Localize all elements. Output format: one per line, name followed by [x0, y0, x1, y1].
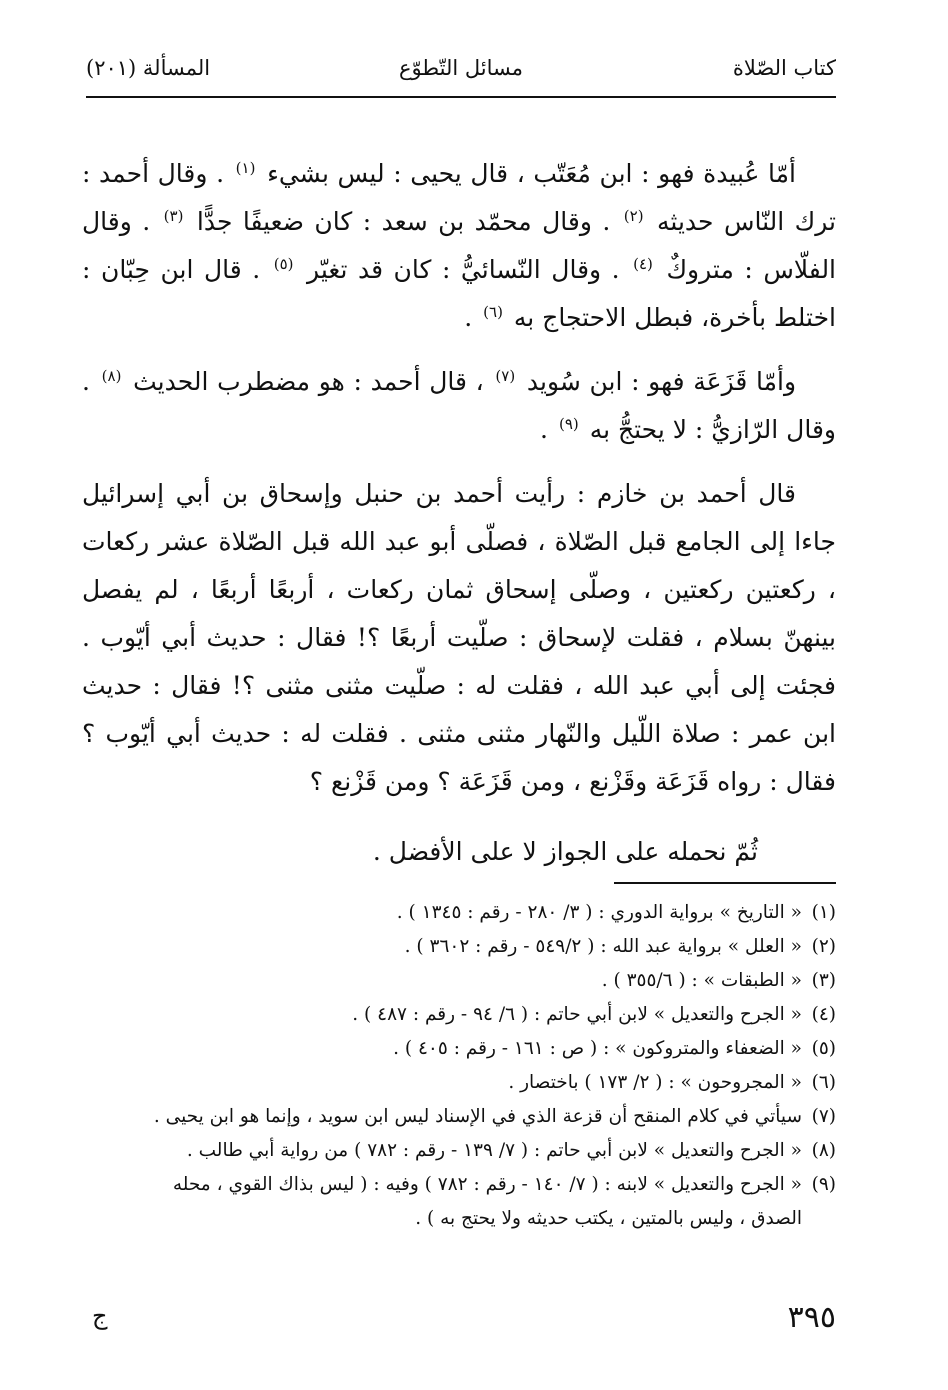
issue-number: المسألة (٢٠١) — [86, 56, 211, 80]
footnote-ref-3: (٣) — [163, 206, 184, 225]
footnote-1: (١)« التاريخ » برواية الدوري : ( ٣/ ٢٨٠ - رقم : ١٣٤٥ ) . — [396, 902, 836, 923]
footnote-ref-1: (١) — [235, 158, 256, 177]
footnote-5: (٥)« الضعفاء والمتروكون » : ( ص : ١٦١ - رقم : ٤٠٥ ) . — [393, 1038, 836, 1059]
footnote-ref-7: (٧) — [495, 366, 516, 385]
paragraph-3: قال أحمد بن خازم : رأيت أحمد بن حنبل وإسحاق بن أبي إسرائيل جاءا إلى الجامع قبل الصّلاة ، فصلّى أبو عبد الله قبل الصّلاة عشر ركعات ، ركعتين ركعتين ، وصلّى إسحاق ثمان ركعات ، أربعًا أربعًا ، لم يفصل بينهنّ بسلام ، فقلت لإسحاق : صلّيت أربعًا ؟! فقال : حديث أبي أيّوب . فجئت إلى أبي عبد الله ، فقلت له : صلّيت مثنى مثنى ؟! فقال : حديث ابن عمر : صلاة اللّيل والنّهار مثنى مثنى . فقلت له : حديث أبي أيّوب ؟ فقال : رواه قَزَعَة وقَزْنع ، ومن قَزَعَة ؟ ومن قَزْنع ؟ — [82, 479, 836, 796]
footnote-divider — [614, 882, 836, 884]
footnote-9: (٩)« الجرح والتعديل » لابنه : ( ٧/ ١٤٠ - رقم : ٧٨٢ ) وفيه : ( ليس بذاك القوي ، محله — [172, 1174, 836, 1195]
paragraph-4: ثُمّ نحمله على الجواز لا على الأفضل . — [372, 837, 758, 866]
footnote-2: (٢)« العلل » برواية عبد الله : ( ٥٤٩/٢ - رقم : ٣٦٠٢ ) . — [404, 936, 836, 957]
paragraph-1: أمّا عُبيدة فهو : ابن مُعَتّب ، قال يحيى : ليس بشيء $^{(١)}$ . وقال أحمد : ترك النّاس حديثه $^{(٢)}$ . وقال محمّد بن سعد : كان ضعيفًا جدًّا $^{(٣)}$ . وقال الفلّاس : متروكٌ $^{(٤)}$ . وقال النّسائيُّ : كان قد تغيّر $^{(٥)}$ . قال ابن حِبّان : اختلط بأخرة، فبطل الاحتجاج به $^{(٦)}$ . — [82, 158, 837, 332]
footnote-ref-8: (٨) — [101, 366, 122, 385]
signature-mark: ج — [92, 1302, 108, 1330]
footnote-9-continued: الصدق ، وليس بالمتين ، يكتب حديثه ولا يحتج به ) . — [415, 1208, 802, 1229]
footnote-7: (٧)سيأتي في كلام المنقح أن قزعة الذي في الإسناد ليس ابن سويد ، وإنما هو ابن يحيى . — [153, 1106, 836, 1127]
paragraph-2: وأمّا قَزَعَة فهو : ابن سُويد $^{(٧)}$ ، قال أحمد : هو مضطرب الحديث $^{(٨)}$ . وقال الرّازيُّ : لا يحتجُّ به $^{(٩)}$ . — [82, 366, 836, 444]
footnote-ref-5: (٥) — [273, 254, 294, 273]
footnote-4: (٤)« الجرح والتعديل » لابن أبي حاتم : ( ٦/ ٩٤ - رقم : ٤٨٧ ) . — [352, 1004, 836, 1025]
chapter-title: مسائل التّطوّع — [399, 56, 523, 80]
header-divider — [86, 96, 836, 98]
footnote-6: (٦)« المجروحون » : ( ٢/ ١٧٣ ) باختصار . — [508, 1072, 836, 1093]
footnote-ref-9: (٩) — [558, 414, 579, 433]
footnote-3: (٣)« الطبقات » : ( ٣٥٥/٦ ) . — [601, 970, 836, 991]
footnotes — [82, 896, 836, 1236]
footnote-ref-6: (٦) — [483, 302, 503, 321]
page-footer — [86, 1300, 836, 1344]
footnote-8: (٨)« الجرح والتعديل » لابن أبي حاتم : ( ٧/ ١٣٩ - رقم : ٧٨٢ ) من رواية أبي طالب . — [186, 1140, 836, 1161]
main-text — [82, 150, 836, 876]
footnote-ref-2: (٢) — [623, 206, 644, 225]
page-number: ٣٩٥ — [787, 1300, 836, 1335]
footnote-ref-4: (٤) — [633, 254, 653, 273]
book-title: كتاب الصّلاة — [732, 56, 836, 80]
running-header — [86, 56, 836, 92]
